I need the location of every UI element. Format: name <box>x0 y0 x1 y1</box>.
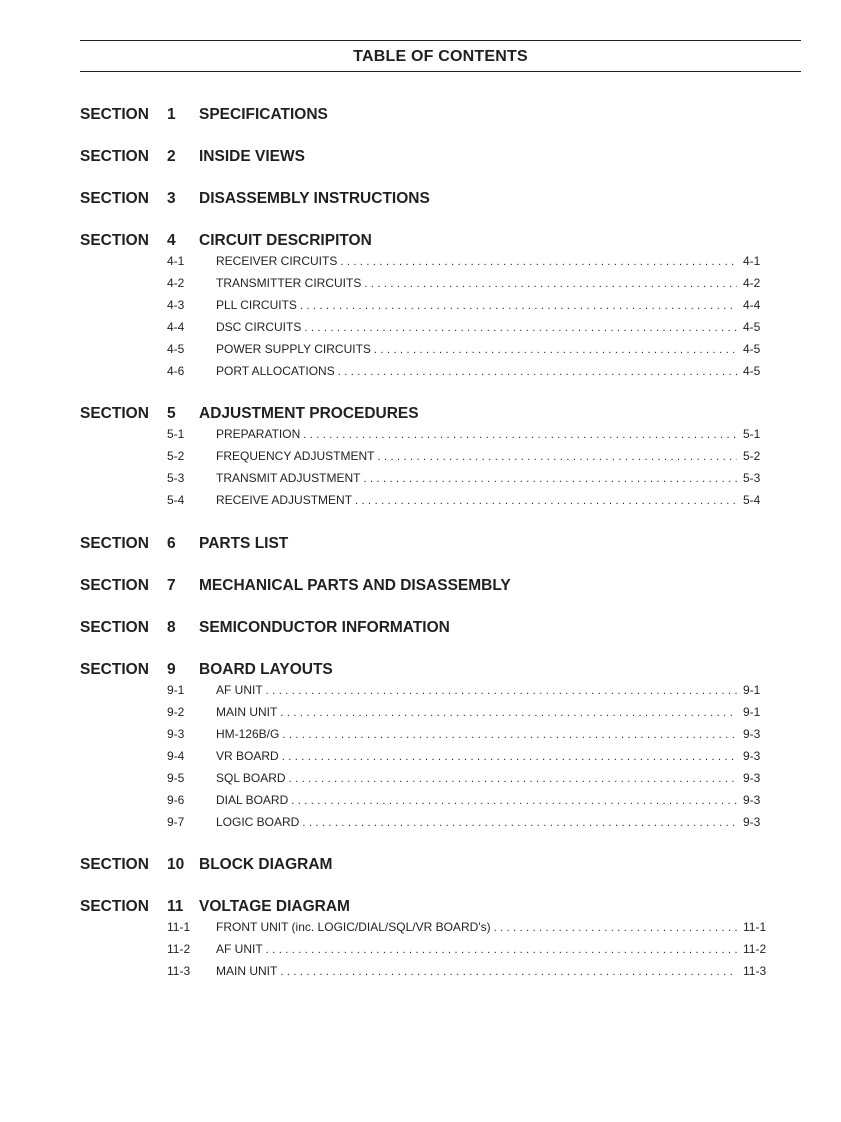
toc-entry <box>167 771 771 787</box>
entry-number: 5-3 <box>167 471 185 485</box>
section-number: 2 <box>167 148 176 165</box>
section-label: SECTION <box>80 535 149 552</box>
toc-entry <box>167 493 771 509</box>
entry-label: PORT ALLOCATIONS <box>216 364 335 378</box>
section-title: VOLTAGE DIAGRAM <box>199 898 350 915</box>
entry-page: 4-4 <box>743 298 761 312</box>
entry-label: SQL BOARD <box>216 771 286 785</box>
section-number: 5 <box>167 405 176 422</box>
toc-entry <box>167 727 771 743</box>
dot-leader <box>280 707 737 719</box>
entry-number: 4-5 <box>167 342 185 356</box>
section-label: SECTION <box>80 148 149 165</box>
entry-label: PREPARATION <box>216 427 301 441</box>
section-title: SPECIFICATIONS <box>199 106 328 123</box>
entry-page: 9-1 <box>743 683 761 697</box>
toc-entry <box>167 449 771 465</box>
section-label: SECTION <box>80 661 149 678</box>
section-heading <box>80 856 780 876</box>
dot-leader <box>494 922 737 934</box>
section-title: ADJUSTMENT PROCEDURES <box>199 405 419 422</box>
section-label: SECTION <box>80 232 149 249</box>
entry-number: 11-3 <box>167 964 191 978</box>
section-heading <box>80 619 780 639</box>
section-number: 9 <box>167 661 176 678</box>
entry-label: MAIN UNIT <box>216 964 278 978</box>
toc-entry <box>167 964 771 980</box>
entry-page: 5-2 <box>743 449 761 463</box>
section-label: SECTION <box>80 405 149 422</box>
section-title: BLOCK DIAGRAM <box>199 856 333 873</box>
section-heading <box>80 405 780 425</box>
section-number: 8 <box>167 619 176 636</box>
entry-page: 5-4 <box>743 493 761 507</box>
dot-leader <box>280 966 737 978</box>
toc-entry <box>167 471 771 487</box>
entry-page: 4-2 <box>743 276 761 290</box>
entry-label: RECEIVE ADJUSTMENT <box>216 493 353 507</box>
entry-number: 5-1 <box>167 427 185 441</box>
section-heading <box>80 232 780 252</box>
entry-number: 9-2 <box>167 705 185 719</box>
section-label: SECTION <box>80 190 149 207</box>
entry-number: 4-6 <box>167 364 185 378</box>
dot-leader <box>303 429 737 441</box>
page-title: TABLE OF CONTENTS <box>353 48 528 65</box>
entry-page: 4-5 <box>743 364 761 378</box>
toc-entry <box>167 815 771 831</box>
entry-number: 4-1 <box>167 254 185 268</box>
dot-leader <box>355 495 737 507</box>
entry-page: 5-3 <box>743 471 761 485</box>
entry-page: 9-3 <box>743 771 761 785</box>
entry-number: 11-1 <box>167 920 191 934</box>
section-label: SECTION <box>80 898 149 915</box>
dot-leader <box>282 751 737 763</box>
entry-label: DIAL BOARD <box>216 793 289 807</box>
entry-label: RECEIVER CIRCUITS <box>216 254 338 268</box>
section-heading <box>80 661 780 681</box>
entry-page: 9-3 <box>743 727 761 741</box>
entry-label: LOGIC BOARD <box>216 815 300 829</box>
dot-leader <box>340 256 737 268</box>
toc-entry <box>167 364 771 380</box>
entry-page: 4-5 <box>743 342 761 356</box>
section-title: INSIDE VIEWS <box>199 148 305 165</box>
section-label: SECTION <box>80 856 149 873</box>
top-rule <box>80 40 801 41</box>
entry-number: 9-4 <box>167 749 185 763</box>
section-number: 10 <box>167 856 185 873</box>
entry-label: MAIN UNIT <box>216 705 278 719</box>
dot-leader <box>302 817 737 829</box>
entry-number: 4-4 <box>167 320 185 334</box>
section-number: 1 <box>167 106 176 123</box>
entry-label: HM-126B/G <box>216 727 280 741</box>
entry-page: 5-1 <box>743 427 761 441</box>
dot-leader <box>300 300 737 312</box>
section-heading <box>80 577 780 597</box>
dot-leader <box>289 773 737 785</box>
toc-entry <box>167 920 771 936</box>
section-label: SECTION <box>80 619 149 636</box>
dot-leader <box>364 278 737 290</box>
section-heading <box>80 190 780 210</box>
toc-entry <box>167 705 771 721</box>
section-title: MECHANICAL PARTS AND DISASSEMBLY <box>199 577 511 594</box>
entry-label: POWER SUPPLY CIRCUITS <box>216 342 371 356</box>
entry-label: TRANSMIT ADJUSTMENT <box>216 471 361 485</box>
section-title: CIRCUIT DESCRIPITON <box>199 232 372 249</box>
toc-entry <box>167 942 771 958</box>
section-title: PARTS LIST <box>199 535 289 552</box>
entry-label: PLL CIRCUITS <box>216 298 297 312</box>
section-number: 7 <box>167 577 176 594</box>
dot-leader <box>363 473 737 485</box>
toc-entry <box>167 749 771 765</box>
entry-number: 4-2 <box>167 276 185 290</box>
entry-number: 5-4 <box>167 493 185 507</box>
bottom-rule <box>80 71 801 72</box>
entry-number: 4-3 <box>167 298 185 312</box>
dot-leader <box>338 366 737 378</box>
toc-entry <box>167 320 771 336</box>
entry-page: 9-1 <box>743 705 761 719</box>
dot-leader <box>374 344 737 356</box>
entry-label: AF UNIT <box>216 942 263 956</box>
dot-leader <box>266 944 737 956</box>
entry-page: 11-3 <box>743 964 767 978</box>
toc-entry <box>167 342 771 358</box>
entry-label: TRANSMITTER CIRCUITS <box>216 276 362 290</box>
section-number: 11 <box>167 898 184 915</box>
dot-leader <box>291 795 737 807</box>
entry-label: VR BOARD <box>216 749 279 763</box>
entry-page: 11-1 <box>743 920 767 934</box>
entry-label: DSC CIRCUITS <box>216 320 302 334</box>
toc-entry <box>167 683 771 699</box>
entry-page: 4-1 <box>743 254 761 268</box>
entry-page: 9-3 <box>743 793 761 807</box>
entry-number: 9-5 <box>167 771 185 785</box>
toc-entry <box>167 276 771 292</box>
entry-page: 9-3 <box>743 749 761 763</box>
entry-page: 9-3 <box>743 815 761 829</box>
entry-label: FREQUENCY ADJUSTMENT <box>216 449 375 463</box>
section-heading <box>80 106 780 126</box>
section-title: BOARD LAYOUTS <box>199 661 333 678</box>
section-number: 4 <box>167 232 176 249</box>
section-number: 6 <box>167 535 176 552</box>
entry-number: 5-2 <box>167 449 185 463</box>
section-heading <box>80 535 780 555</box>
toc-entry <box>167 254 771 270</box>
entry-label: FRONT UNIT (inc. LOGIC/DIAL/SQL/VR BOARD's) <box>216 920 491 934</box>
entry-page: 11-2 <box>743 942 767 956</box>
entry-number: 9-1 <box>167 683 185 697</box>
entry-page: 4-5 <box>743 320 761 334</box>
dot-leader <box>304 322 737 334</box>
section-number: 3 <box>167 190 176 207</box>
section-label: SECTION <box>80 106 149 123</box>
section-label: SECTION <box>80 577 149 594</box>
entry-number: 9-3 <box>167 727 185 741</box>
section-title: DISASSEMBLY INSTRUCTIONS <box>199 190 430 207</box>
dot-leader <box>377 451 737 463</box>
entry-number: 9-7 <box>167 815 185 829</box>
toc-entry <box>167 298 771 314</box>
section-title: SEMICONDUCTOR INFORMATION <box>199 619 450 636</box>
dot-leader <box>266 685 737 697</box>
entry-number: 9-6 <box>167 793 185 807</box>
section-heading <box>80 898 780 918</box>
section-heading <box>80 148 780 168</box>
toc-entry <box>167 427 771 443</box>
entry-label: AF UNIT <box>216 683 263 697</box>
toc-entry <box>167 793 771 809</box>
dot-leader <box>282 729 737 741</box>
entry-number: 11-2 <box>167 942 191 956</box>
